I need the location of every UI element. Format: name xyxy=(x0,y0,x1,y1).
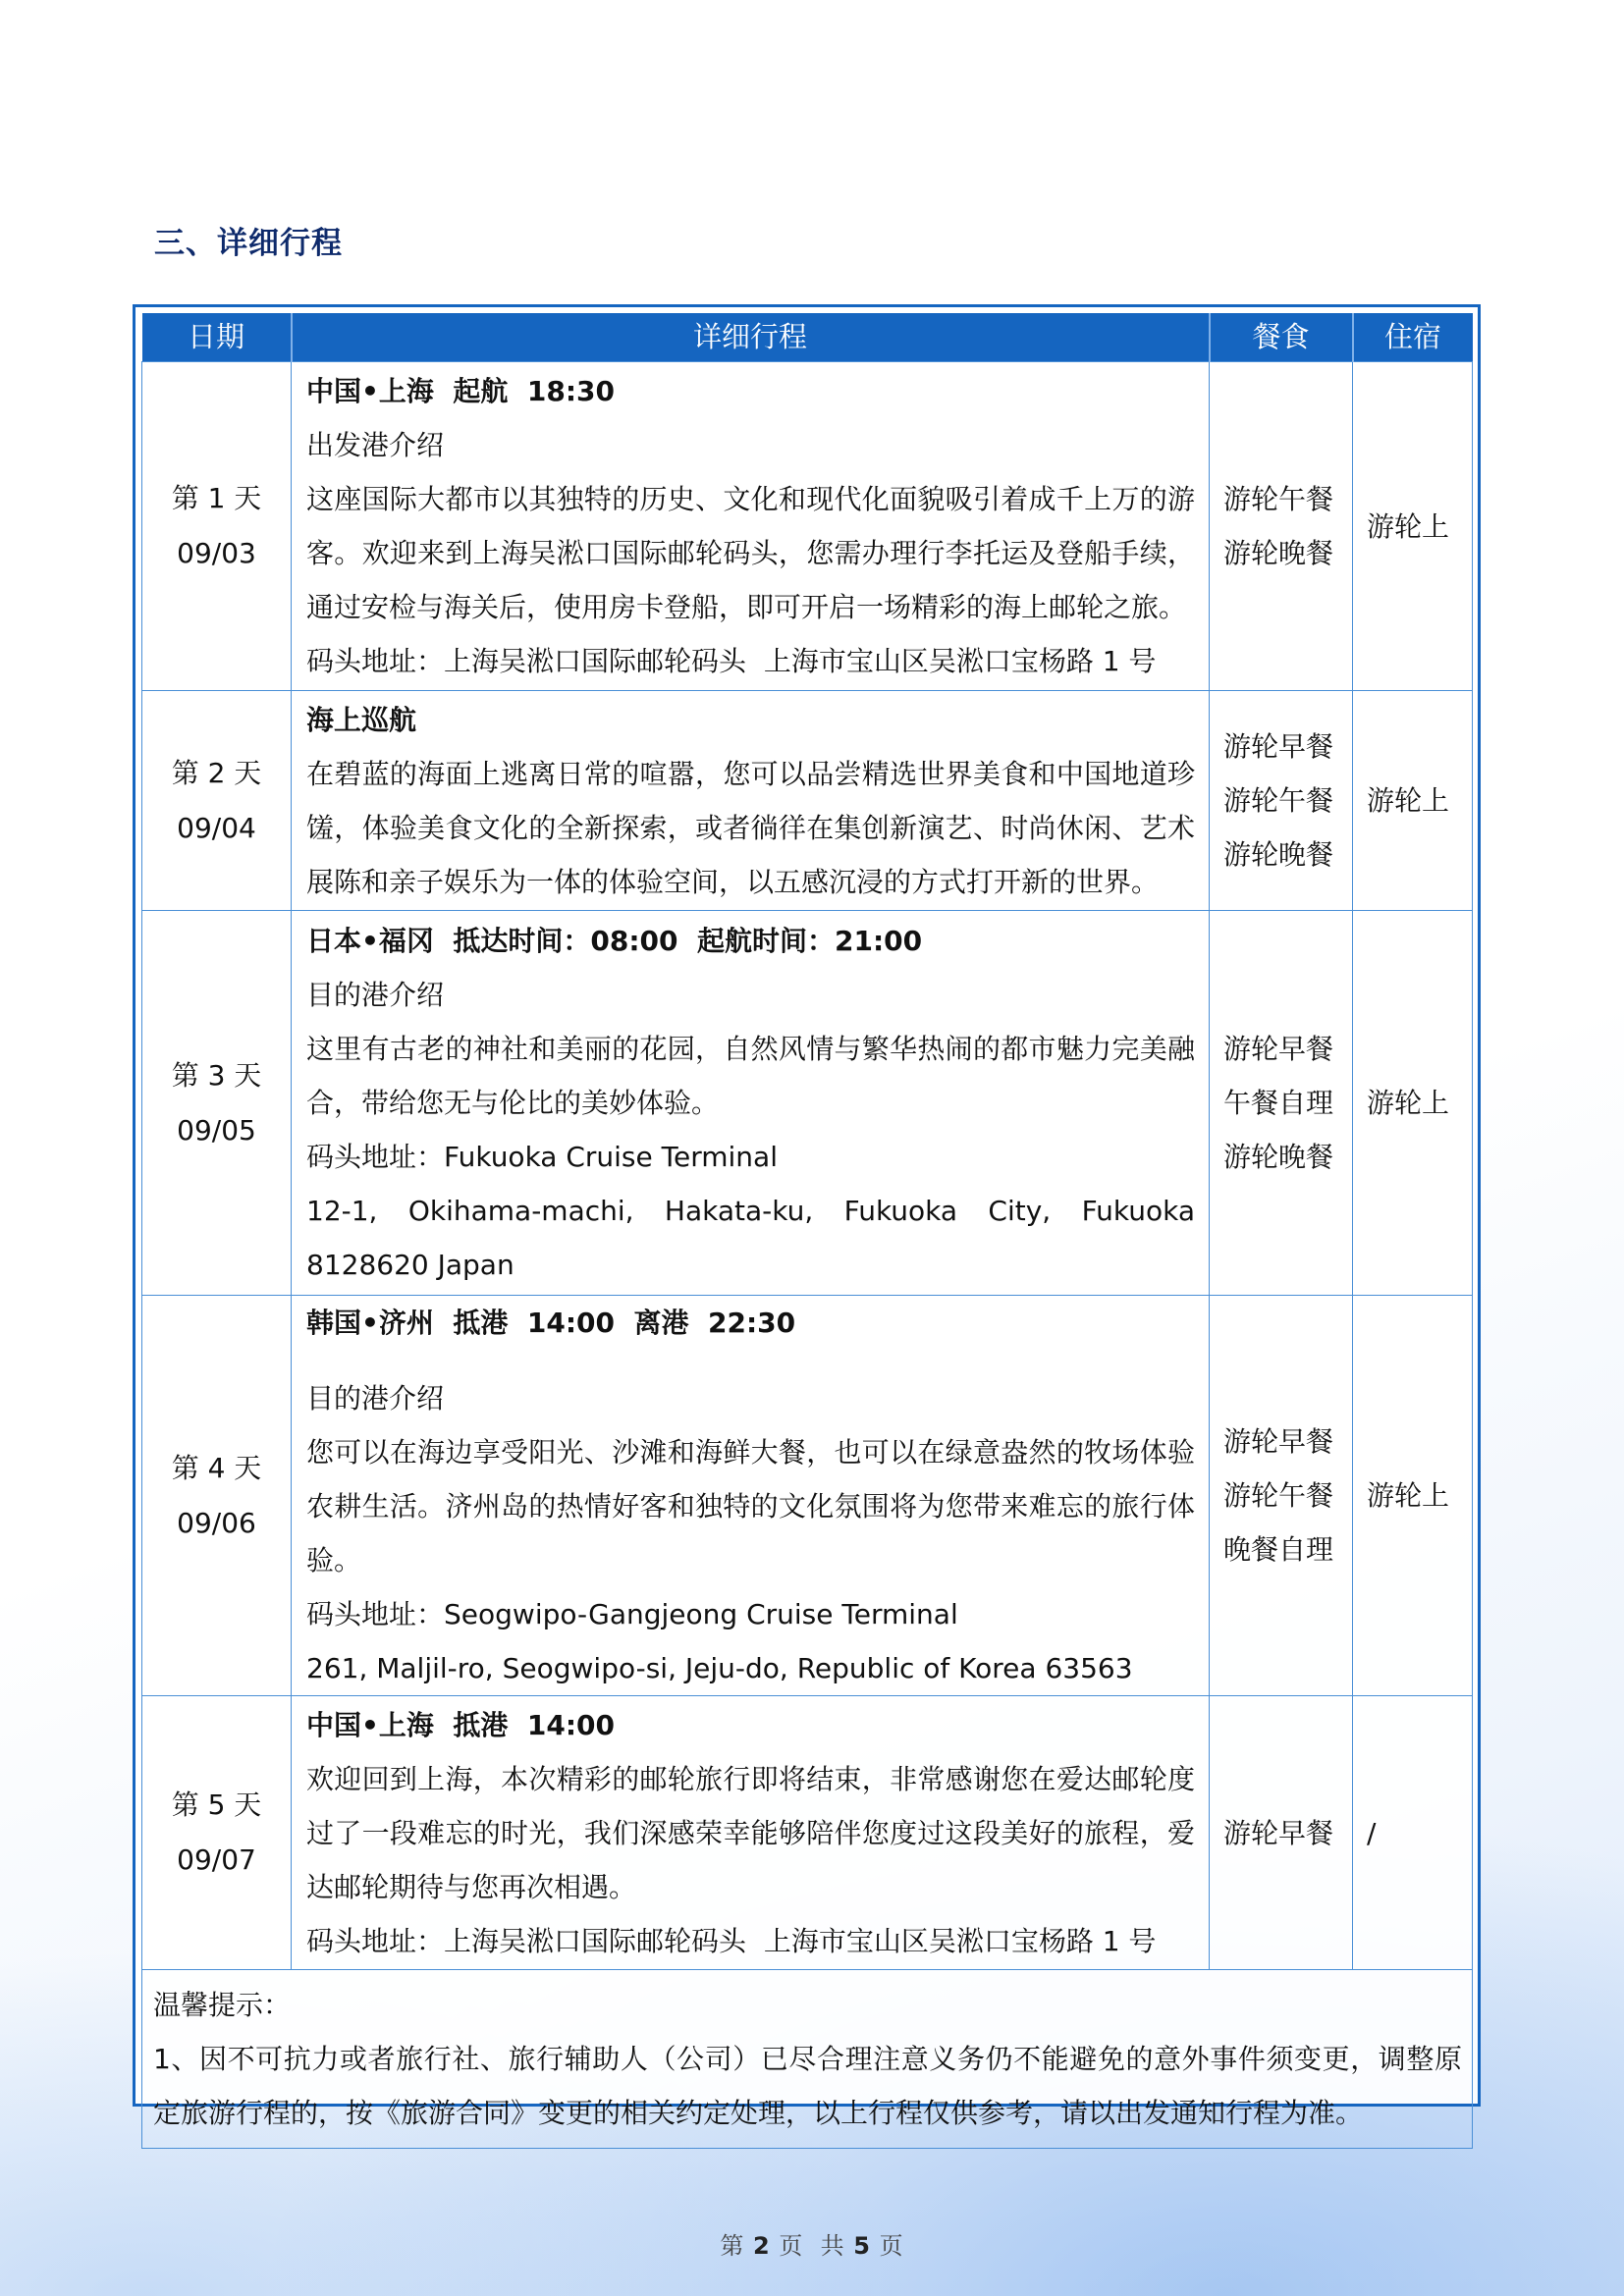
day-headline: 海上巡航 xyxy=(306,703,417,736)
day-description: 这座国际大都市以其独特的历史、文化和现代化面貌吸引着成千上万的游客。欢迎来到上海吴淞口国际邮轮码头，您需办理行李托运及登船手续，通过安检与海关后，使用房卡登船，即可开启一场精彩的海上邮轮之旅。 xyxy=(306,483,1195,623)
day-cell xyxy=(142,1296,292,1696)
meal-cell xyxy=(1210,1696,1353,1970)
day-date: 09/04 xyxy=(177,811,256,844)
itinerary-table xyxy=(141,313,1473,2149)
meal-item: 游轮晚餐 xyxy=(1223,1141,1334,1173)
address-label: 码头地址： xyxy=(306,1141,445,1173)
day-cell xyxy=(142,362,292,691)
day-description: 欢迎回到上海，本次精彩的邮轮旅行即将结束，非常感谢您在爱达邮轮度过了一段难忘的时光，我们深感荣幸能够陪伴您度过这段美好的旅程，爱达邮轮期待与您再次相遇。 xyxy=(306,1762,1195,1903)
detail-cell xyxy=(292,362,1210,691)
stay-cell: / xyxy=(1353,1696,1473,1970)
terminal-address xyxy=(306,1130,1195,1184)
day-label: 第 4 天 xyxy=(171,1451,262,1484)
day-date: 09/05 xyxy=(177,1113,256,1147)
detail-cell xyxy=(292,911,1210,1296)
meal-cell xyxy=(1210,362,1353,691)
header-detail: 详细行程 xyxy=(292,313,1210,362)
meal-item: 晚餐自理 xyxy=(1223,1533,1334,1566)
address-value: 上海吴淞口国际邮轮码头 上海市宝山区吴淞口宝杨路 1 号 xyxy=(444,1924,1157,1957)
day-label: 第 1 天 xyxy=(171,482,262,514)
address-value: Seogwipo-Gangjeong Cruise Terminal xyxy=(444,1598,958,1630)
day-description: 在碧蓝的海面上逃离日常的喧嚣，您可以品尝精选世界美食和中国地道珍馐，体验美食文化的全新探索，或者徜徉在集创新演艺、时尚休闲、艺术展陈和亲子娱乐为一体的体验空间，以五感沉浸的方式打开新的世界。 xyxy=(306,757,1195,898)
day-label: 第 5 天 xyxy=(171,1789,262,1821)
tips-cell xyxy=(142,1970,1473,2149)
day-cell xyxy=(142,691,292,911)
day-label: 第 2 天 xyxy=(171,756,262,789)
table-row xyxy=(142,1696,1473,1970)
stay-cell: 游轮上 xyxy=(1353,362,1473,691)
table-row xyxy=(142,691,1473,911)
day-headline: 日本•福冈 抵达时间：08:00 起航时间：21:00 xyxy=(306,925,923,957)
day-cell xyxy=(142,911,292,1296)
terminal-address-line2: 261, Maljil-ro, Seogwipo-si, Jeju-do, Republic of Korea 63563 xyxy=(306,1652,1133,1684)
header-meal: 餐食 xyxy=(1210,313,1353,362)
detail-cell xyxy=(292,1296,1210,1696)
address-label: 码头地址： xyxy=(306,1924,445,1957)
table-header-row xyxy=(142,313,1473,362)
day-cell xyxy=(142,1696,292,1970)
table-row xyxy=(142,911,1473,1296)
stay-cell: 游轮上 xyxy=(1353,1296,1473,1696)
terminal-address xyxy=(306,1914,1195,1968)
meal-item: 午餐自理 xyxy=(1223,1087,1334,1119)
meal-item: 游轮晚餐 xyxy=(1223,537,1334,569)
day-date: 09/06 xyxy=(177,1506,256,1539)
page-total: 5 xyxy=(853,2232,871,2260)
stay-cell: 游轮上 xyxy=(1353,911,1473,1296)
day-headline: 中国•上海 抵港 14:00 xyxy=(306,1708,616,1741)
section-title: 三、详细行程 xyxy=(154,226,343,261)
table-row xyxy=(142,1296,1473,1696)
day-headline: 中国•上海 起航 18:30 xyxy=(306,375,616,407)
address-value: 上海吴淞口国际邮轮码头 上海市宝山区吴淞口宝杨路 1 号 xyxy=(444,645,1157,677)
meal-item: 游轮早餐 xyxy=(1223,1425,1334,1458)
day-headline: 韩国•济州 抵港 14:00 离港 22:30 xyxy=(306,1307,796,1339)
page-number xyxy=(0,2226,1624,2261)
day-description: 您可以在海边享受阳光、沙滩和海鲜大餐，也可以在绿意盎然的牧场体验农耕生活。济州岛的热情好客和独特的文化氛围将为您带来难忘的旅行体验。 xyxy=(306,1436,1195,1576)
page-current: 2 xyxy=(753,2232,771,2260)
day-date: 09/03 xyxy=(177,537,256,569)
header-stay: 住宿 xyxy=(1353,313,1473,362)
header-date: 日期 xyxy=(142,313,292,362)
meal-item: 游轮早餐 xyxy=(1223,730,1334,763)
meal-item: 游轮早餐 xyxy=(1223,1033,1334,1065)
address-label: 码头地址： xyxy=(306,645,445,677)
detail-cell xyxy=(292,1696,1210,1970)
page-suffix: 页 xyxy=(879,2232,904,2260)
tips-row xyxy=(142,1970,1473,2149)
meal-item: 游轮午餐 xyxy=(1223,784,1334,817)
meal-cell xyxy=(1210,691,1353,911)
day-date: 09/07 xyxy=(177,1843,256,1876)
tips-title: 温馨提示： xyxy=(153,1989,292,2021)
page-mid: 页 共 xyxy=(779,2232,845,2260)
meal-item: 游轮午餐 xyxy=(1223,483,1334,515)
meal-cell xyxy=(1210,1296,1353,1696)
port-intro-label: 目的港介绍 xyxy=(306,979,445,1011)
address-label: 码头地址： xyxy=(306,1598,445,1630)
meal-cell xyxy=(1210,911,1353,1296)
stay-cell: 游轮上 xyxy=(1353,691,1473,911)
meal-item: 游轮晚餐 xyxy=(1223,838,1334,871)
day-label: 第 3 天 xyxy=(171,1058,262,1092)
tips-text: 1、因不可抗力或者旅行社、旅行辅助人（公司）已尽合理注意义务仍不能避免的意外事件须变更，调整原定旅游行程的，按《旅游合同》变更的相关约定处理，以上行程仅供参考，请以出发通知行程为准。 xyxy=(153,2043,1462,2129)
port-intro-label: 目的港介绍 xyxy=(306,1382,445,1415)
terminal-address xyxy=(306,634,1195,688)
meal-item: 游轮午餐 xyxy=(1223,1479,1334,1512)
meal-item: 游轮早餐 xyxy=(1223,1816,1334,1849)
table-row xyxy=(142,362,1473,691)
port-intro-label: 出发港介绍 xyxy=(306,429,445,461)
page-prefix: 第 xyxy=(720,2232,745,2260)
address-value: Fukuoka Cruise Terminal xyxy=(444,1141,778,1173)
detail-cell xyxy=(292,691,1210,911)
day-description: 这里有古老的神社和美丽的花园，自然风情与繁华热闹的都市魅力完美融合，带给您无与伦比的美妙体验。 xyxy=(306,1033,1195,1119)
terminal-address xyxy=(306,1587,1195,1641)
terminal-address-line2: 12-1, Okihama-machi, Hakata-ku, Fukuoka City, Fukuoka 8128620 Japan xyxy=(306,1195,1195,1281)
spacer xyxy=(306,1350,1195,1371)
